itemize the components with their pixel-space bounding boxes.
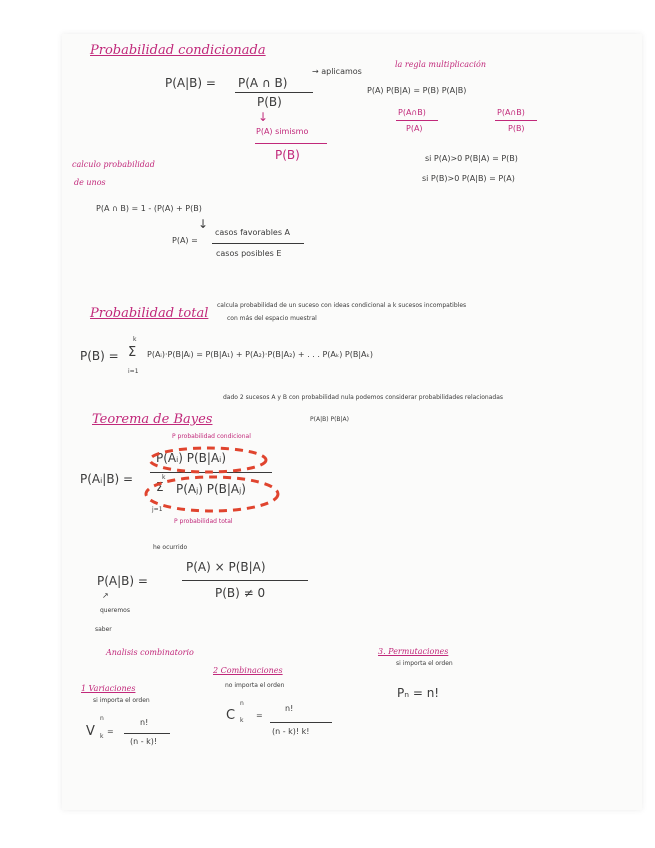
variations-title: 1 Variaciones <box>81 684 136 693</box>
calc-title-line2: de unos <box>74 178 106 187</box>
total-sum-bottom: i=1 <box>128 368 139 375</box>
sum-icon: Σ <box>128 345 137 360</box>
numerator-highlight <box>150 448 266 472</box>
frac1-den: P(A) <box>406 124 423 133</box>
combinations-sup: n <box>240 700 244 707</box>
variations-equals: = <box>107 727 114 736</box>
variations-symbol: V <box>86 724 95 739</box>
combinations-symbol: C <box>226 708 236 723</box>
total-sum-top: k <box>133 336 137 343</box>
section-title-conditional: Probabilidad condicionada <box>90 43 266 58</box>
bayes2-lhs: P(A|B) = <box>97 574 148 588</box>
up-arrow-icon: ↗ <box>102 591 109 600</box>
down-arrow-icon: ↓ <box>258 110 269 124</box>
variations-num: n! <box>140 718 149 727</box>
variations-sup: n <box>100 715 104 722</box>
ocurrido-note: he ocurrido <box>153 544 188 551</box>
bayes-note-1: dado 2 sucesos A y B con probabilidad nula podemos considerar probabilidades relacionadas <box>223 394 504 401</box>
total-rhs: P(Aᵢ)·P(B|Aᵢ) = P(B|A₁) + P(A₂)·P(B|A₂) + . . . P(Aₖ) P(B|Aₖ) <box>147 350 374 359</box>
bayes-sum-bottom: j=1 <box>152 506 163 513</box>
bayes-upper-note: P probabilidad condicional <box>172 433 251 440</box>
bayes2-fraction-bar <box>182 580 308 581</box>
total-note-2: con más del espacio muestral <box>227 315 317 322</box>
combinations-fraction-bar <box>270 722 332 723</box>
denominator-highlight <box>146 477 278 511</box>
pa-den: casos posibles E <box>216 249 282 258</box>
cond-formula-den: P(B) <box>257 95 282 109</box>
bayes2-num: P(A) × P(B|A) <box>186 560 266 574</box>
frac1-num: P(A∩B) <box>398 108 426 117</box>
combinations-title: 2 Combinaciones <box>213 666 283 675</box>
pa-lhs: P(A) = <box>172 236 198 245</box>
bayes-numerator: P(Aᵢ) P(B|Aᵢ) <box>156 451 226 465</box>
total-lhs: P(B) = <box>80 349 119 363</box>
section-title-total: Probabilidad total <box>90 306 209 321</box>
combinations-sub-k: k <box>240 717 244 724</box>
multiplication-rule: P(A) P(B|A) = P(B) P(A|B) <box>367 86 467 95</box>
calc-formula: P(A ∩ B) = 1 - (P(A) + P(B) <box>96 204 202 213</box>
permutations-title: 3. Permutaciones <box>378 647 449 656</box>
section-title-combinatorics: Analisis combinatorio <box>106 648 194 657</box>
alt-num: P(A) simismo <box>256 127 309 136</box>
combinations-equals: = <box>256 711 263 720</box>
variations-sub-k: k <box>100 733 104 740</box>
queremos-note: queremos <box>100 607 130 614</box>
frac2-den: P(B) <box>508 124 525 133</box>
calc-title-line1: calculo probabilidad <box>72 160 155 169</box>
bayes-lhs: P(Aᵢ|B) = <box>80 472 134 486</box>
condition-1: si P(A)>0 P(B|A) = P(B) <box>425 154 518 163</box>
total-note-1: calcula probabilidad de un suceso con ideas condicional a k sucesos incompatibles <box>217 302 467 309</box>
bayes-lower-note: P probabilidad total <box>174 518 233 525</box>
bayes-sum-top: k <box>162 474 166 481</box>
condition-2: si P(B)>0 P(A|B) = P(A) <box>422 174 515 183</box>
permutations-sub: si importa el orden <box>396 660 453 667</box>
pa-num: casos favorables A <box>215 228 291 237</box>
combinations-sub: no importa el orden <box>225 682 285 689</box>
variations-den: (n - k)! <box>130 737 158 746</box>
combinations-num: n! <box>285 704 294 713</box>
bayes-denominator: P(Aⱼ) P(B|Aⱼ) <box>176 482 246 496</box>
bayes-sum-icon: Σ <box>156 480 164 494</box>
bayes-note-2: P(A|B) P(B|A) <box>310 416 349 423</box>
bayes2-den: P(B) ≠ 0 <box>215 586 266 600</box>
variations-fraction-bar <box>124 733 170 734</box>
permutations-formula: Pₙ = n! <box>397 686 440 700</box>
rule-title: la regla multiplicación <box>395 60 486 69</box>
alt-den: P(B) <box>275 148 300 162</box>
calc-arrow-icon: ↓ <box>198 217 209 231</box>
combinations-den: (n - k)! k! <box>272 727 310 736</box>
cond-formula-num: P(A ∩ B) <box>238 76 288 90</box>
cond-arrow-note: → aplicamos <box>312 67 362 76</box>
section-title-bayes: Teorema de Bayes <box>92 412 213 427</box>
frac2-num: P(A∩B) <box>497 108 525 117</box>
saber-note: saber <box>95 626 112 633</box>
variations-sub: si importa el orden <box>93 697 150 704</box>
cond-formula-lhs: P(A|B) = <box>165 76 216 90</box>
